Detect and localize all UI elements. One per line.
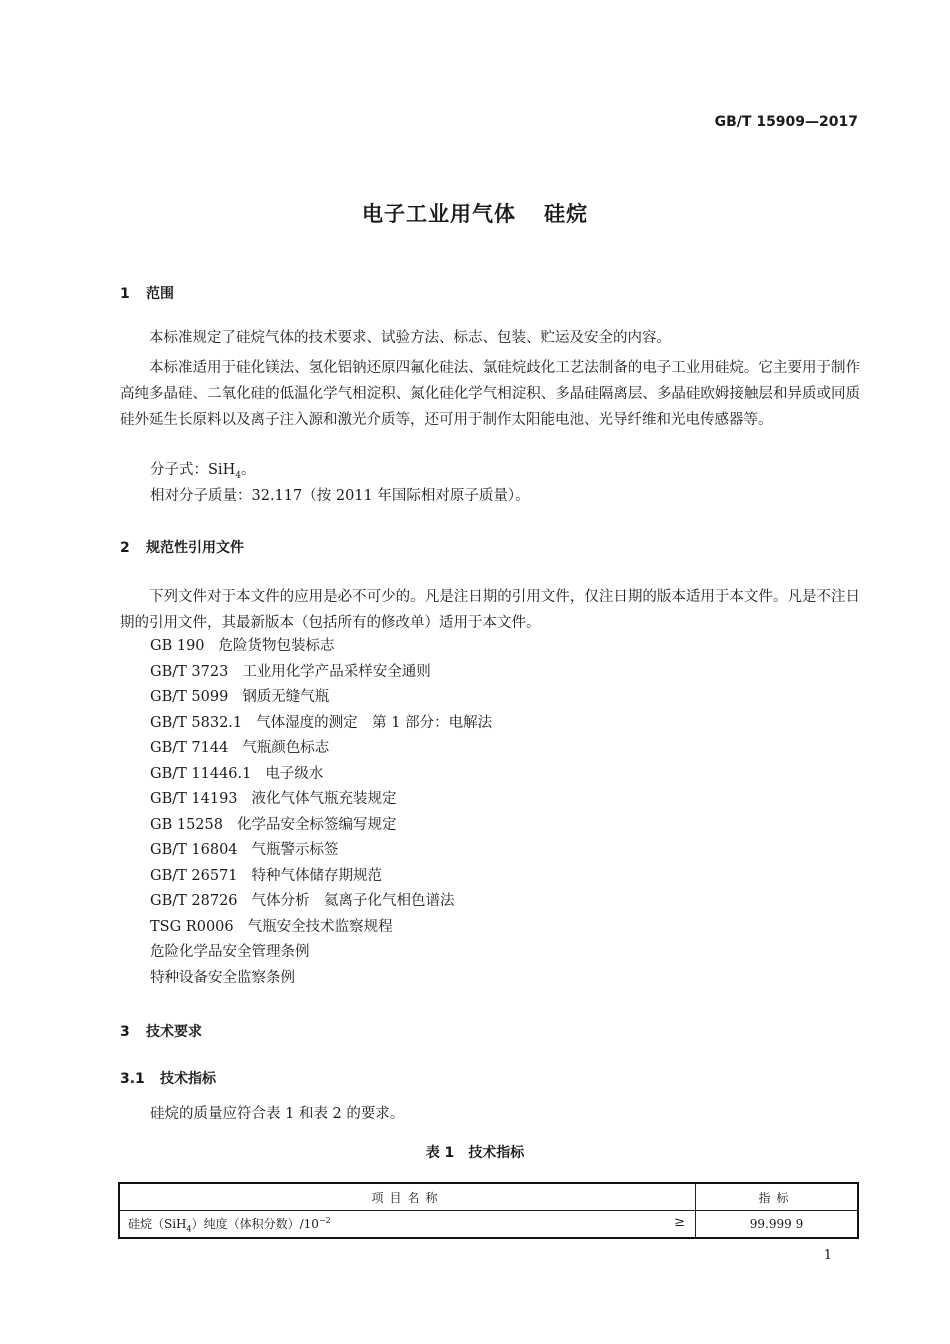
section-heading-2 bbox=[120, 537, 244, 557]
reference-item: GB/T 28726 气体分析 氦离子化气相色谱法 bbox=[150, 893, 455, 909]
title-part1: 电子工业用气体 bbox=[362, 202, 516, 226]
subsection-number: 3.1 bbox=[120, 1071, 145, 1087]
row-item-name: 硅烷（SiH$_4$）纯度（体积分数）$/10^{-2}$ ≥ bbox=[119, 1211, 696, 1239]
table-caption: 表 1 技术指标 bbox=[425, 1145, 525, 1161]
table-header-row bbox=[119, 1183, 858, 1211]
formula-subscript: 4 bbox=[235, 470, 241, 481]
references-intro: 下列文件对于本文件的应用是必不可少的。凡是注日期的引用文件，仅注日期的版本适用于本文件。凡是不注日期的引用文件，其最新版本（包括所有的修改单）适用于本文件。 bbox=[120, 589, 860, 631]
reference-item: GB/T 5099 钢质无缝气瓶 bbox=[150, 689, 330, 705]
reference-item: GB 190 危险货物包装标志 bbox=[150, 638, 335, 654]
reference-item: GB/T 11446.1 电子级水 bbox=[150, 765, 324, 782]
section-title: 规范性引用文件 bbox=[146, 540, 244, 556]
subsection-heading-3-1 bbox=[120, 1068, 216, 1088]
reference-item: GB/T 5832.1 气体湿度的测定 第 1 部分：电解法 bbox=[150, 714, 493, 731]
document-title bbox=[0, 198, 950, 228]
title-part2: 硅烷 bbox=[544, 202, 588, 226]
section-number: 2 bbox=[120, 540, 130, 556]
requirements-text: 硅烷的质量应符合表 1 和表 2 的要求。 bbox=[150, 1106, 405, 1122]
reference-item: GB 15258 化学品安全标签编写规定 bbox=[150, 816, 397, 833]
section-heading-1 bbox=[120, 283, 174, 303]
section-number: 1 bbox=[120, 286, 130, 302]
reference-item: 危险化学品安全管理条例 bbox=[150, 944, 310, 960]
comparison-operator: ≥ bbox=[674, 1215, 685, 1230]
formula-label: 分子式： bbox=[150, 462, 208, 478]
reference-item: GB/T 26571 特种气体储存期规范 bbox=[150, 867, 383, 884]
table-row bbox=[119, 1211, 858, 1239]
page-number: 1 bbox=[823, 1248, 832, 1263]
formula-base: SiH bbox=[208, 462, 236, 478]
molecular-mass: 相对分子质量：32.117（按 2011 年国际相对原子质量）。 bbox=[150, 488, 530, 504]
reference-item: GB/T 16804 气瓶警示标签 bbox=[150, 842, 339, 858]
scope-paragraph-2: 本标准适用于硅化镁法、氢化铝钠还原四氟化硅法、氯硅烷歧化工艺法制备的电子工业用硅烷。它主要用于制作高纯多晶硅、二氧化硅的低温化学气相淀积、氮化硅化学气相淀积、多晶硅隔离层、多晶硅欧姆接触层和异质或同质硅外延生长原料以及离子注入源和激光介质等，还可用于制作太阳能电池、光导纤维和光电传感器等。 bbox=[120, 360, 860, 428]
reference-item: GB/T 3723 工业用化学产品采样安全通则 bbox=[150, 663, 431, 680]
section-title: 技术要求 bbox=[146, 1024, 202, 1040]
column-header-item: 项目名称 bbox=[119, 1183, 696, 1211]
section-title: 范围 bbox=[146, 286, 174, 302]
formula-end: 。 bbox=[240, 462, 256, 478]
row-value: 99.999 9 bbox=[696, 1211, 859, 1239]
spec-table bbox=[118, 1182, 859, 1239]
standard-number: GB/T 15909—2017 bbox=[714, 114, 858, 130]
reference-list bbox=[150, 634, 492, 991]
section-heading-3 bbox=[120, 1021, 202, 1041]
section-number: 3 bbox=[120, 1024, 130, 1040]
column-header-value: 指标 bbox=[696, 1183, 859, 1211]
reference-item: GB/T 7144 气瓶颜色标志 bbox=[150, 740, 330, 756]
subsection-title: 技术指标 bbox=[160, 1071, 216, 1087]
reference-item: 特种设备安全监察条例 bbox=[150, 969, 295, 986]
scope-paragraph-1: 本标准规定了硅烷气体的技术要求、试验方法、标志、包装、贮运及安全的内容。 bbox=[149, 330, 671, 346]
reference-item: GB/T 14193 液化气体气瓶充装规定 bbox=[150, 791, 397, 807]
reference-item: TSG R0006 气瓶安全技术监察规程 bbox=[150, 918, 393, 935]
